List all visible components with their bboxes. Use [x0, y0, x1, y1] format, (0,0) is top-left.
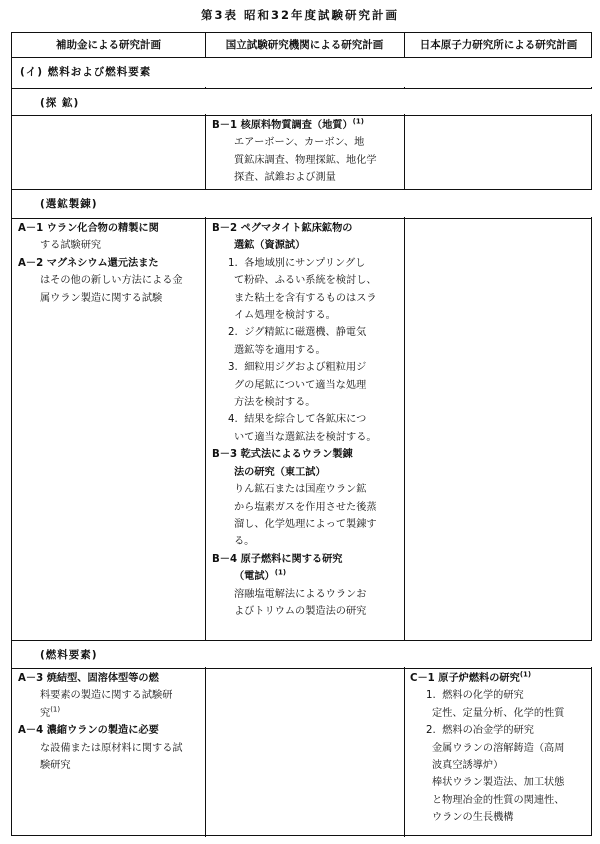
- c1-item-title: 燃料の化学的研究: [442, 690, 524, 702]
- b2-head2: 選鉱（資源試）: [234, 240, 306, 252]
- b3-head: B－3 乾式法によるウラン製錬: [212, 449, 353, 461]
- b2-line: 方法を検討する。: [234, 397, 316, 409]
- b3-head2: 法の研究（東工試）: [234, 466, 326, 478]
- b3-line: りん鉱石または国産ウラン鉱: [234, 484, 367, 496]
- b2-line: グの尾鉱について適当な処理: [234, 379, 367, 391]
- c1-line: 波真空誘導炉）: [432, 760, 504, 772]
- c1-item-title: 燃料の冶金学的研究: [442, 725, 534, 737]
- b2-num: 4.: [228, 414, 238, 426]
- b2-line: また粘土を含有するものはスラ: [234, 292, 377, 304]
- b2-line: て粉砕、ふるい系統を検討し、: [234, 275, 377, 287]
- b1-line: エアーボーン、カーボン、地: [234, 137, 365, 149]
- b2-num: 3.: [228, 362, 238, 374]
- c1-sup: (1): [519, 670, 532, 679]
- b3-line: から塩素ガスを作用させた後蒸: [234, 501, 377, 513]
- rule: [12, 218, 591, 219]
- c1-num: 2.: [426, 725, 436, 737]
- cell-b2-b4: [212, 220, 404, 620]
- c1-num: 1.: [426, 690, 436, 702]
- b2-line: 各地域別にサンプリングし: [244, 257, 366, 269]
- header-subsidy: 補助金による研究計画: [56, 39, 161, 51]
- section-fuel: (イ) 燃料および燃料要素: [20, 66, 152, 78]
- b1-line: 質鉱床調査、物理探鉱、地化学: [234, 154, 377, 166]
- b1-head: B－1 核原料物質調査（地質）: [212, 120, 353, 131]
- a3-line: 料要素の製造に関する試験研: [40, 690, 173, 702]
- c1-line: と物理冶金的性質の関連性、: [432, 794, 565, 806]
- a3-line: 究: [40, 707, 51, 719]
- b2-line: 選鉱等を適用する。: [234, 344, 326, 356]
- a2-line: はその他の新しい方法による金: [40, 275, 183, 287]
- a3-head: A－3 焼結型、固溶体型等の燃: [18, 673, 159, 684]
- a2-head: A－2 マグネシウム還元法また: [18, 257, 159, 269]
- b4-sup: (1): [274, 568, 287, 577]
- c1-line: 金属ウランの溶解鋳造（高周: [432, 742, 565, 754]
- table-title: 第3表 昭和32年度試験研究計画: [200, 8, 399, 22]
- a1-line: する試験研究: [40, 240, 102, 252]
- b1-line: 探査、試錐および測量: [234, 172, 336, 184]
- b2-line: いて適当な選鉱法を検討する。: [234, 431, 377, 443]
- c1-line: 棒状ウラン製造法、加工状態: [432, 777, 565, 789]
- column-divider-2: [404, 33, 405, 837]
- section-exploration: (探 鉱): [40, 97, 80, 109]
- rule: [12, 115, 591, 116]
- b2-line: イム処理を検討する。: [234, 310, 336, 322]
- research-plan-table: [11, 32, 592, 836]
- b4-head2: （電試）: [234, 571, 275, 583]
- cell-c1: [410, 670, 592, 827]
- c1-line: ウランの生長機構: [432, 812, 514, 824]
- rule: [12, 668, 591, 669]
- c1-head: C－1 原子炉燃料の研究: [410, 673, 520, 684]
- section-fuel-elements: (燃料要素): [40, 649, 98, 661]
- b4-line: 溶融塩電解法によるウランお: [234, 588, 367, 600]
- b2-line: 結果を綜合して各鉱床につ: [244, 414, 367, 426]
- a1-head: A－1 ウラン化合物の精製に関: [18, 223, 159, 234]
- b1-sup: (1): [352, 117, 364, 126]
- a2-line: 属ウラン製造に関する試験: [40, 292, 163, 304]
- b2-num: 1.: [228, 257, 238, 269]
- b2-num: 2.: [228, 327, 238, 339]
- section-dressing-smelting: (選鉱製錬): [40, 198, 98, 210]
- a4-line: 験研究: [40, 760, 71, 772]
- b3-line: 溜し、化学処理によって製錬す: [234, 518, 377, 530]
- cell-a3-a4: [18, 670, 204, 774]
- b4-line: よびトリウムの製造法の研究: [234, 605, 367, 617]
- b4-head: B－4 原子燃料に関する研究: [212, 553, 343, 565]
- column-divider-1: [205, 33, 206, 837]
- a4-head: A－4 濃縮ウランの製造に必要: [18, 725, 159, 737]
- b3-line: る。: [234, 536, 255, 548]
- c1-line: 定性、定量分析、化学的性質: [432, 707, 565, 719]
- cell-b1: [212, 117, 402, 187]
- a3-sup: (1): [50, 705, 61, 714]
- cell-a1-a2: [18, 220, 204, 307]
- b2-line: ジグ精鉱に磁選機、静電気: [244, 327, 367, 339]
- header-jaeri: 日本原子力研究所による研究計画: [419, 39, 578, 51]
- b2-line: 細粒用ジグおよび粗粒用ジ: [244, 362, 367, 374]
- b2-head: B－2 ペグマタイト鉱床鉱物の: [212, 223, 353, 234]
- header-national-labs: 国立試験研究機関による研究計画: [225, 39, 384, 51]
- a4-line: な設備または原材料に関する試: [40, 742, 183, 754]
